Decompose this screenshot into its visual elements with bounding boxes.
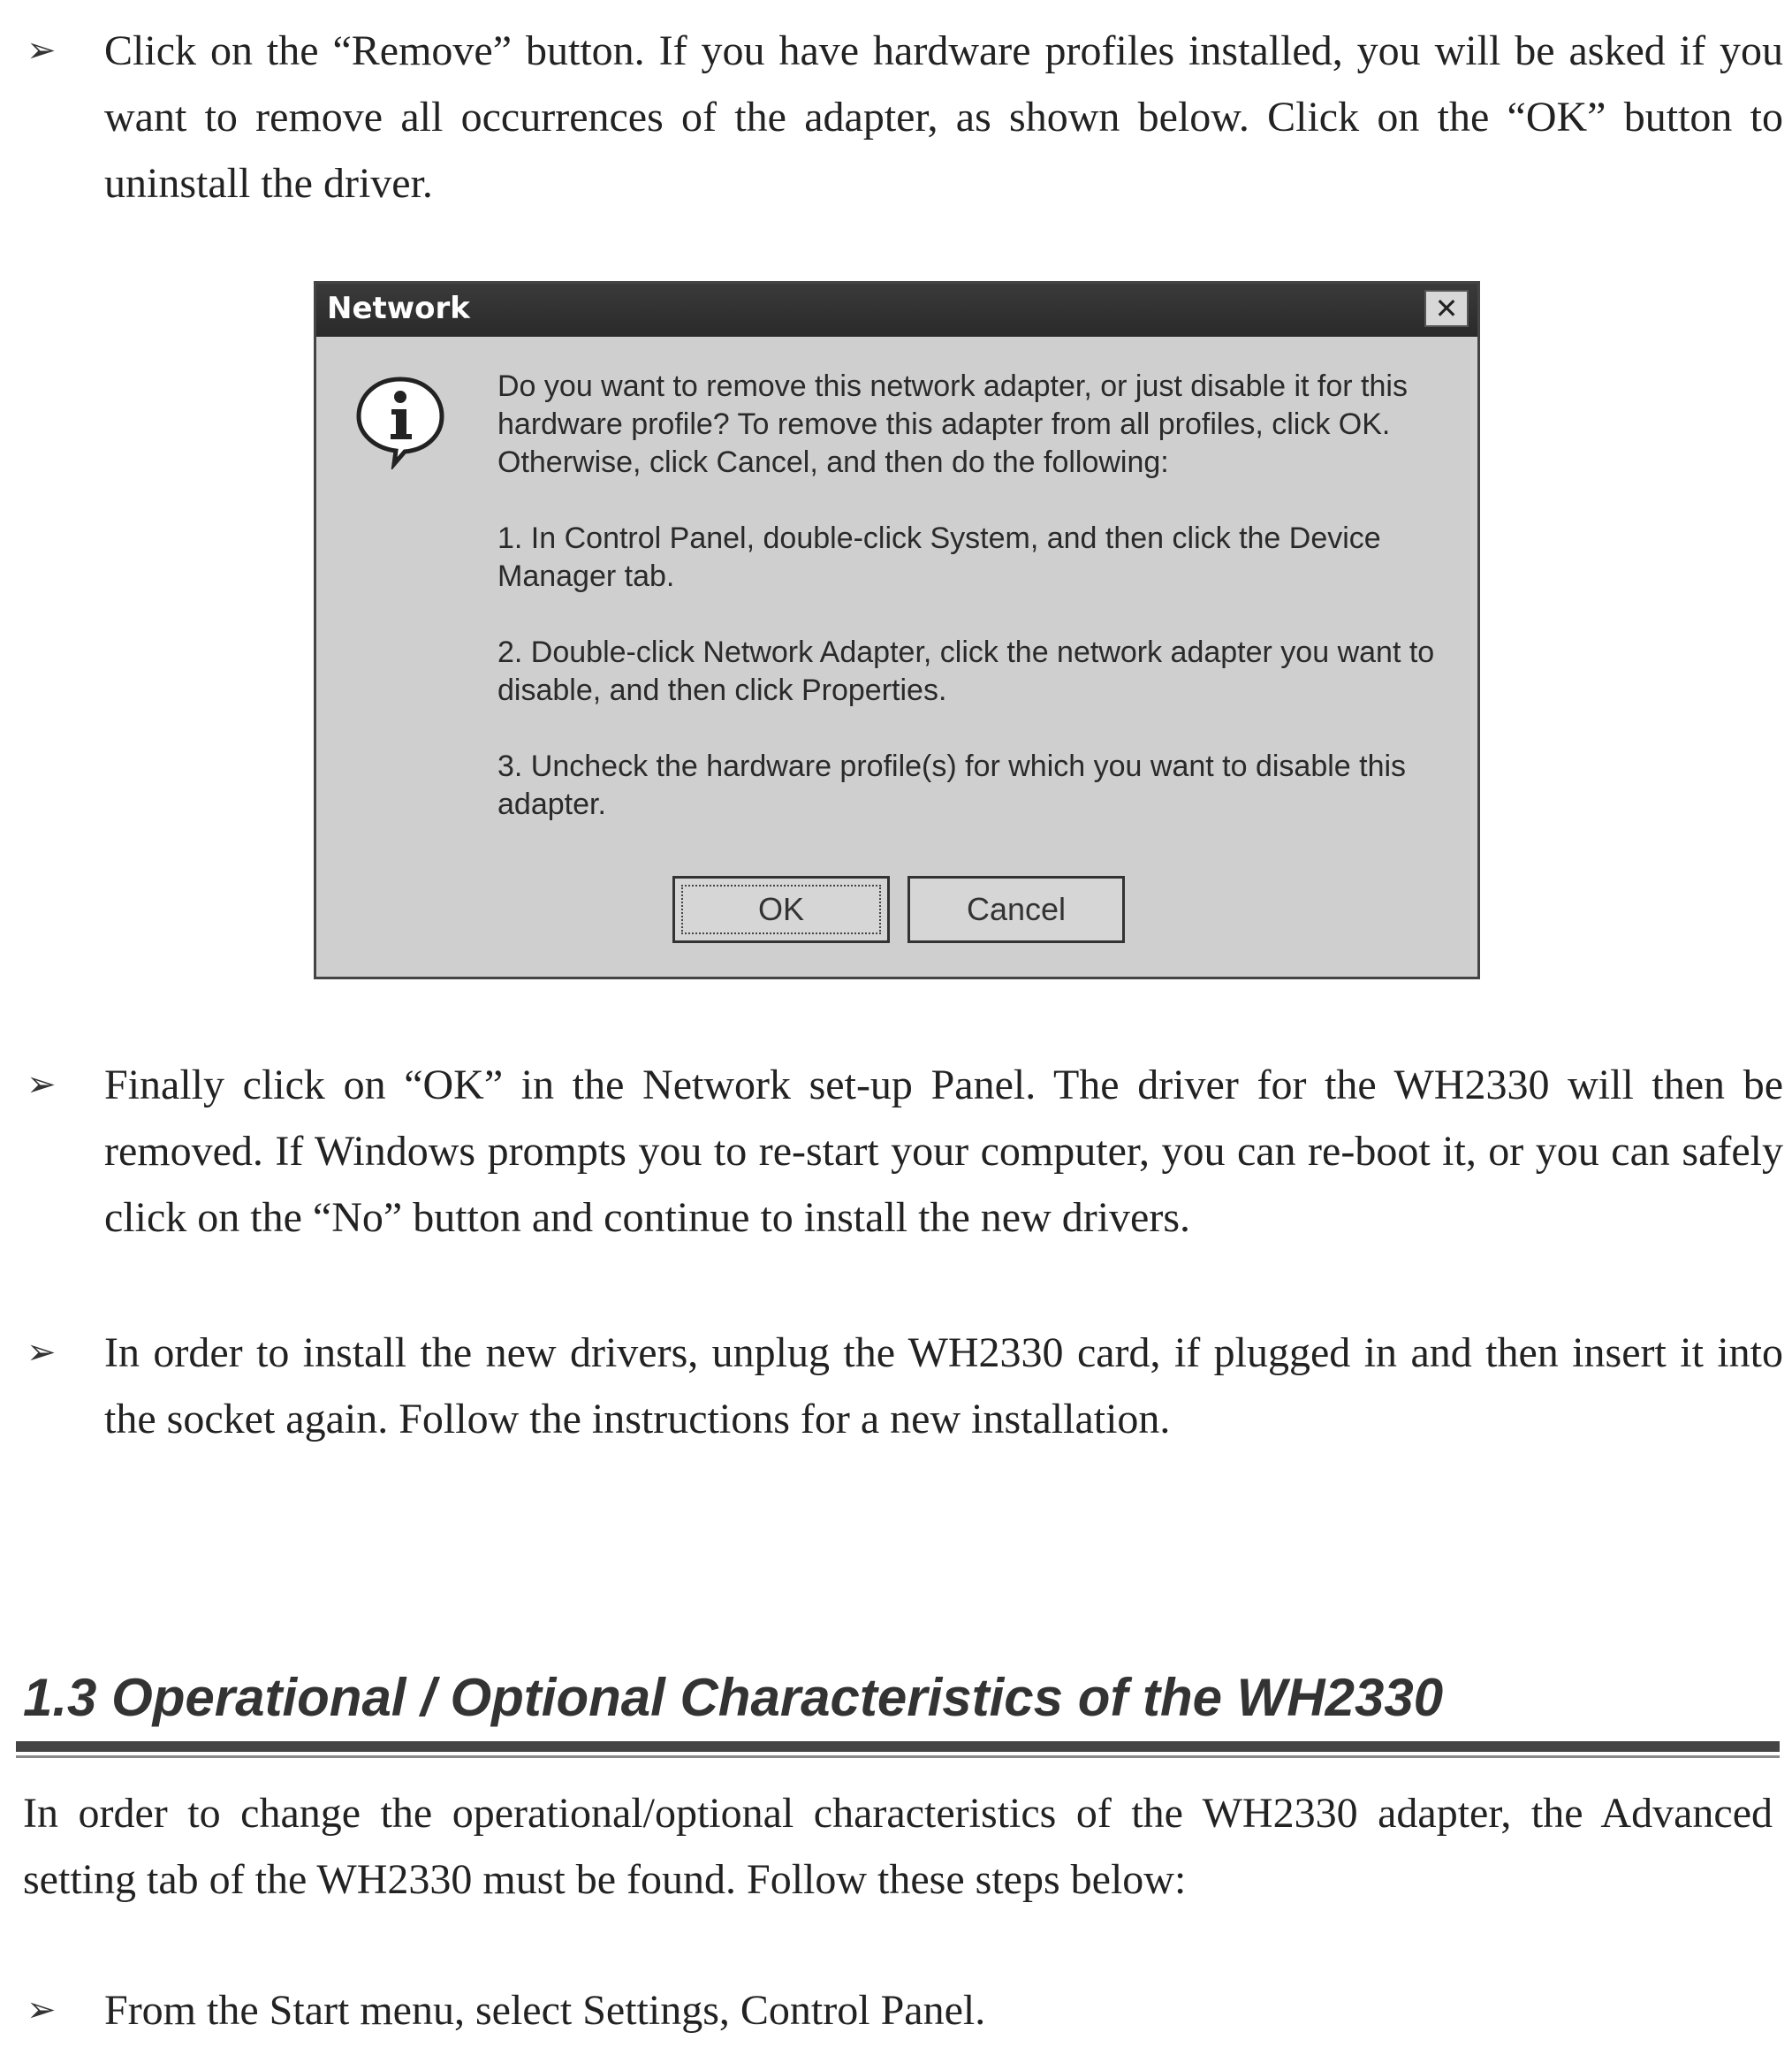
bullet-arrow-icon: ➢ [27, 30, 57, 71]
close-icon[interactable]: ✕ [1424, 290, 1469, 327]
focus-ring [681, 885, 881, 934]
bullet-text: Click on the “Remove” button. If you have hardware profiles installed, you will be asked if you want to remove all occurrences of the adapter, as shown below. Click on the “OK” button to uninstall the driver. [104, 27, 1783, 207]
bullet-item-start-menu [27, 1977, 1785, 2044]
cancel-button-label: Cancel [966, 891, 1067, 927]
network-dialog [314, 281, 1480, 979]
dialog-message [497, 368, 1461, 862]
dialog-step-2: 2. Double-click Network Adapter, click the network adapter you want to disable, and then click Properties. [497, 636, 1435, 707]
bullet-arrow-icon: ➢ [27, 1332, 57, 1373]
dialog-titlebar [316, 284, 1477, 337]
heading-rule-thin [16, 1755, 1780, 1758]
dialog-step-3: 3. Uncheck the hardware profile(s) for which you want to disable this adapter. [497, 750, 1407, 821]
dialog-message-text: Do you want to remove this network adapter, or just disable it for this hardware profile? To remove this adapter from all profiles, click OK. Otherwise, click Cancel, and then do the following: [497, 369, 1408, 479]
bullet-arrow-icon: ➢ [27, 1990, 57, 2030]
dialog-title: Network [327, 291, 470, 326]
bullet-item-install [27, 1320, 1785, 1452]
bullet-item-finally [27, 1052, 1785, 1251]
section-paragraph: In order to change the operational/optional characteristics of the WH2330 adapter, the Advanced setting tab of the WH2330 must be found. Follow these steps below: [23, 1790, 1773, 1903]
ok-button-label: OK [757, 891, 804, 927]
bullet-text: Finally click on “OK” in the Network set-up Panel. The driver for the WH2330 will then be removed. If Windows prompts you to re-start your computer, you can re-boot it, or you can safely click on the “No” button and continue to install the new drivers. [104, 1062, 1783, 1241]
cancel-button[interactable] [907, 876, 1125, 943]
section-heading: 1.3 Operational / Optional Characteristics of the WH2330 [23, 1668, 1444, 1727]
ok-button[interactable] [672, 876, 890, 943]
heading-rule [16, 1741, 1780, 1752]
bullet-arrow-icon: ➢ [27, 1064, 57, 1105]
bullet-text: From the Start menu, select Settings, Control Panel. [104, 1987, 986, 2034]
info-icon [352, 372, 449, 469]
bullet-text: In order to install the new drivers, unplug the WH2330 card, if plugged in and then insert it into the socket again. Follow the instructions for a new installation. [104, 1329, 1783, 1442]
bullet-item-remove [27, 18, 1785, 217]
dialog-step-1: 1. In Control Panel, double-click System, and then click the Device Manager tab. [497, 521, 1381, 593]
